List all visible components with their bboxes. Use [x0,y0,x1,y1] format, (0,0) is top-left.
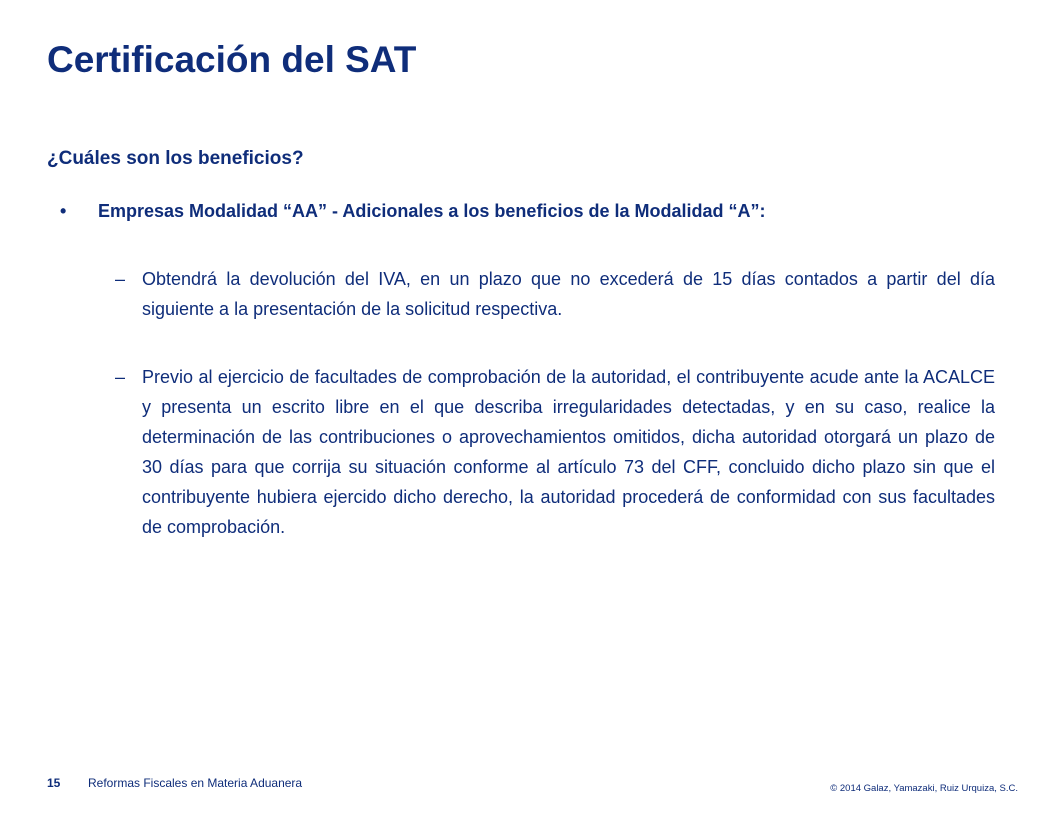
slide-subtitle: ¿Cuáles son los beneficios? [47,148,304,169]
sub-item-text: Obtendrá la devolución del IVA, en un plazo que no excederá de 15 días contados a partir del día siguiente a la presentación de la solicitud respectiva. [142,269,995,319]
bullet-marker: • [60,201,67,221]
sub-item-acalce [115,362,995,542]
footer-page-number: 15 [47,776,61,790]
footer-copyright: © 2014 Galaz, Yamazaki, Ruiz Urquiza, S.C. [830,783,1018,794]
slide-title: Certificación del SAT [47,39,417,80]
sub-item-marker: – [115,367,126,387]
sub-item-text: Previo al ejercicio de facultades de comprobación de la autoridad, el contribuyente acude ante la ACALCE y presenta un escrito libre en el que describa irregularidades detectadas, y en su caso, realice la determinación de las contribuciones o aprovechamientos omitidos, dicha autoridad otorgará un plazo de 30 días para que corrija su situación conforme al artículo 73 del CFF, concluido dicho plazo sin que el contribuyente hubiera ejercido dicho derecho, la autoridad procederá de conformidad con sus facultades de comprobación. [142,367,995,537]
sub-item-marker: – [115,269,126,289]
footer-presentation-title: Reformas Fiscales en Materia Aduanera [88,776,303,790]
sub-item-iva-refund [115,264,995,324]
bullet-text: Empresas Modalidad “AA” - Adicionales a los beneficios de la Modalidad “A”: [98,201,766,221]
